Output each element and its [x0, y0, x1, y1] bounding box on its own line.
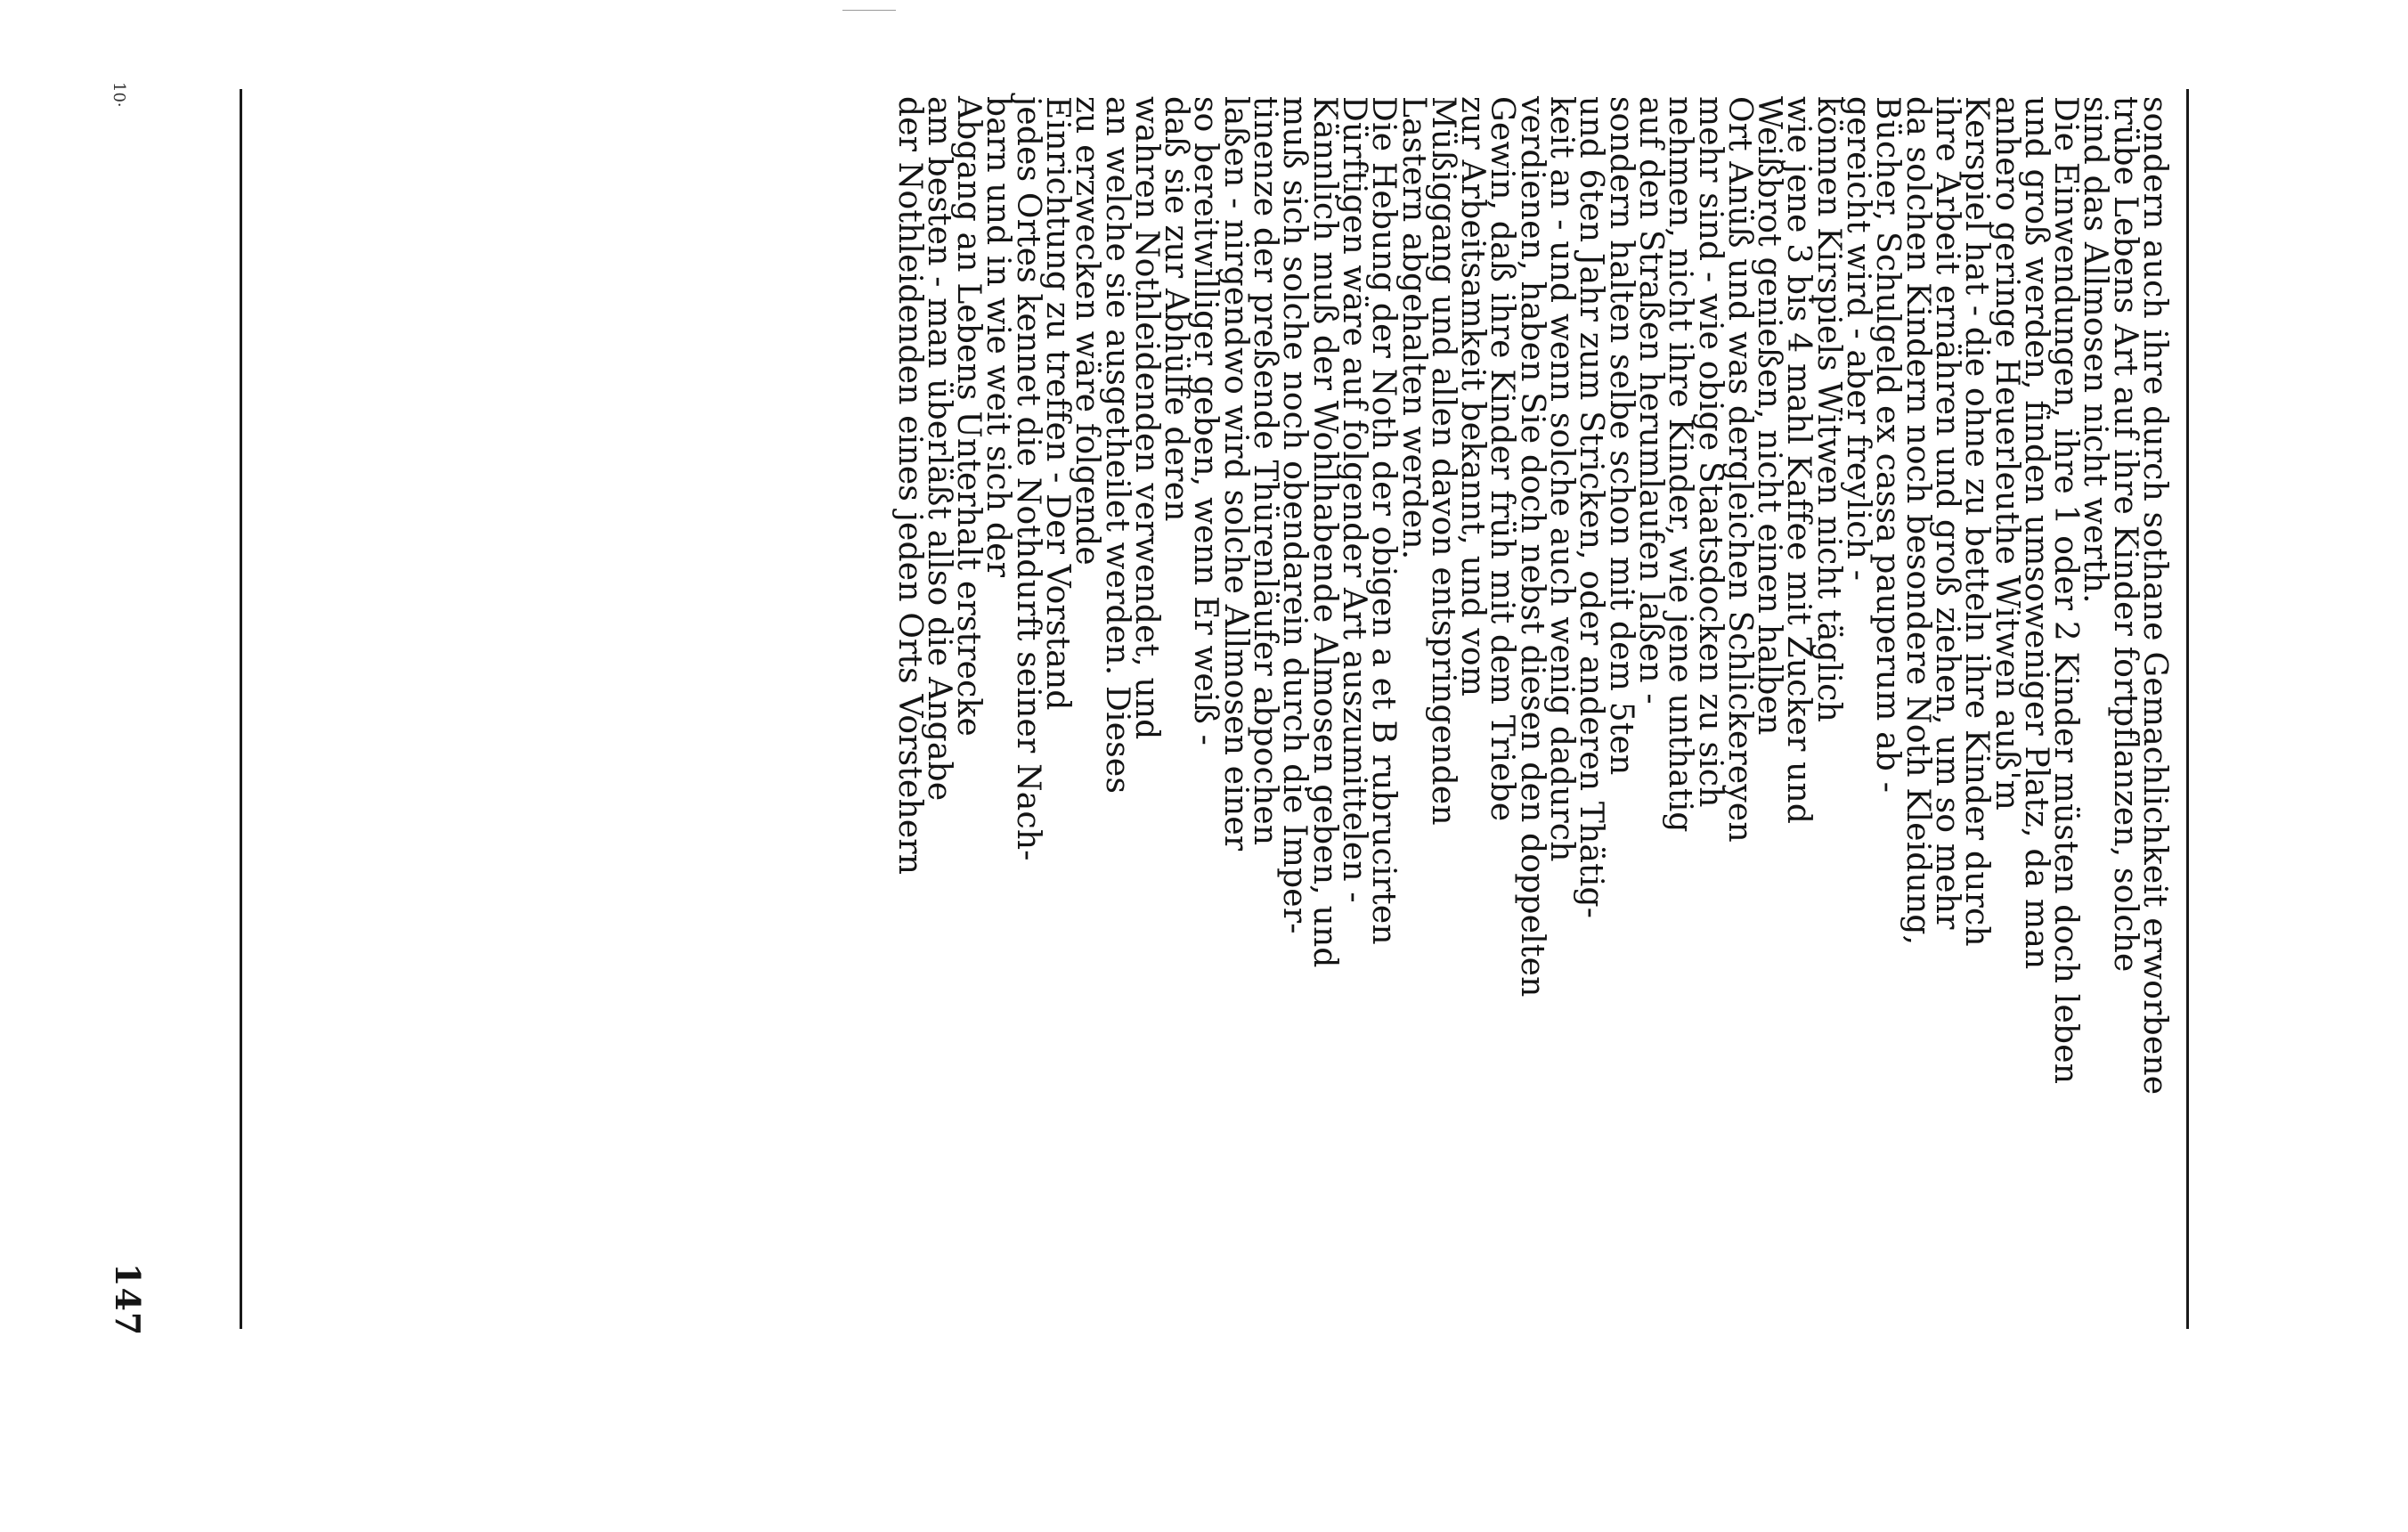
text-line: sondern halten selbe schon mit dem 5ten	[1602, 96, 1639, 776]
text-line: da solchen Kindern noch besondere Noth Kleidung,	[1899, 96, 1936, 946]
text-line: so bereitwilliger geben, wenn Er weiß -	[1187, 96, 1224, 746]
text-line: sind das Allmosen nicht werth.	[2077, 96, 2114, 604]
text-line: Die Hebung der Noth der obigen a et B rubrucirten	[1365, 96, 1403, 945]
text-line: Die Einwendungen, ihre 1 oder 2 Kinder müsten doch leben	[2047, 96, 2085, 1085]
text-line: sondern auch ihre durch sothane Gemachlichkeit erworbene	[2136, 96, 2173, 1096]
text-line: mehr sind - wie obige Staatsdocken zu sich	[1691, 96, 1729, 808]
text-line: und groß werden, finden umsoweniger Platz, da man	[2017, 96, 2054, 970]
text-line: Kerspiel hat - die ohne zu betteln ihre Kinder durch	[1958, 96, 1996, 947]
text-line: der Nothleidenden eines jeden Orts Vorstehern	[891, 96, 928, 876]
text-line: zur Arbeitsamkeit bekannt, und vom	[1454, 96, 1492, 697]
text-line: wahren Nothleidenden verwendet, und	[1127, 96, 1165, 740]
text-line: Bücher, Schulgeld ex cassa pauperum ab -	[1869, 96, 1907, 794]
text-line: Müßiggang und allen davon entspringenden	[1424, 96, 1461, 826]
text-line: Einrichtung zu treffen - Der Vorstand	[1039, 96, 1077, 711]
text-line: Weißbrot genießen, nicht einen halben	[1751, 96, 1788, 736]
page-number: 147	[108, 1263, 148, 1337]
text-line: Ort Anüß und was dergleichen Schlickereyen	[1721, 96, 1758, 843]
scan-edge-mark	[842, 10, 896, 11]
text-line: nehmen, nicht ihre Kinder, wie jene unthatig	[1662, 96, 1699, 833]
text-line: auf den Straßen herumlaufen laßen -	[1631, 96, 1669, 705]
text-line: anhero geringe Heuerleuthe Witwen auß'm	[1988, 96, 2025, 811]
text-line: an welche sie ausgetheilet werden. Dieses	[1098, 96, 1135, 795]
text-line: und 6ten Jahr zum Stricken, oder anderen Thätig-	[1573, 96, 1610, 919]
text-line: können Kirspiels Witwen nicht täglich	[1810, 96, 1847, 722]
text-line: verdienen, haben Sie doch nebst diesen den doppelten	[1513, 96, 1550, 998]
text-line: laßen - nirgendwo wird solche Allmosen einer	[1216, 96, 1254, 852]
text-line: Dürftigen wäre auf folgender Art auszumittelen -	[1335, 96, 1372, 903]
text-line: trübe Lebens Art auf ihre Kinder fortpflanzen, solche	[2106, 96, 2144, 973]
text-line: barn und in wie weit sich der	[980, 96, 1017, 578]
text-line: muß sich solche noch obendarein durch die Imper-	[1276, 96, 1314, 934]
text-line: jedes Ortes kennet die Nothdurft seiner Nach-	[1009, 96, 1046, 861]
text-line: keit an - und wenn solche auch wenig dadurch	[1543, 96, 1581, 862]
text-line: ihre Arbeit ernähren und groß ziehen, um so mehr	[1928, 96, 1965, 930]
marginal-note: 10·	[110, 82, 128, 108]
text-line: zu erzwecken wäre folgende	[1069, 96, 1106, 566]
text-line: Kännlich muß der Wohlhabende Almosen geben, und	[1306, 96, 1343, 968]
text-line: tinenze der preßende Thürenläufer abpochen	[1247, 96, 1284, 846]
text-line: daß sie zur Abhülfe deren	[1158, 96, 1195, 522]
bottom-rule	[240, 89, 242, 1329]
text-line: Lastern abgehalten werden.	[1395, 96, 1432, 560]
body-text	[891, 96, 2173, 1343]
text-line: am besten - man überläßt allso die Angabe	[920, 96, 957, 802]
text-line: gereicht wird - aber freylich -	[1840, 96, 1877, 582]
top-rule	[2186, 89, 2189, 1329]
text-line: Abgang an Lebens Unterhalt erstrecke	[950, 96, 988, 737]
text-line: Gewin, daß ihre Kinder früh mit dem Triebe	[1484, 96, 1521, 822]
text-line: wie jene 3 bis 4 mahl Kaffee mit Zucker und	[1780, 96, 1818, 825]
